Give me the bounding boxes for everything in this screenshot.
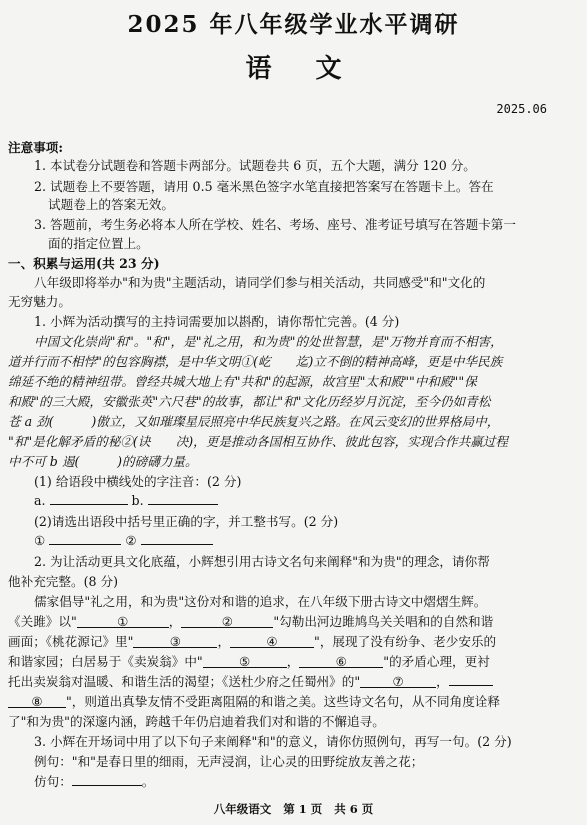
q2-text-2a: 《关雎》以": [8, 614, 77, 629]
label-b: b.: [131, 493, 144, 508]
q2-text-4c: "的矛盾心理，更衬: [383, 654, 490, 669]
label-c2: ②: [125, 533, 137, 548]
passage-line-2: 道并行而不相悖"的包容胸襟，是中华文明①(屹 迄)立不倒的精神高峰，更是中华民族: [8, 354, 503, 369]
label-c1: ①: [34, 533, 46, 548]
notice-item-1: 1. 本试卷分试题卷和答题卡两部分。试题卷共 6 页，五个大题，满分 120 分。: [34, 158, 476, 173]
q2-para-2: [8, 611, 493, 630]
q2-para-4: [8, 651, 490, 670]
answer-blank-2[interactable]: [141, 531, 213, 545]
q2-para-1: 儒家倡导"礼之用，和为贵"这份对和谐的追求，在八年级下册古诗文中熠熠生辉。: [34, 594, 487, 609]
poem-blank-7[interactable]: ⑦: [360, 674, 436, 688]
question-1-1: (1) 给语段中横线处的字注音：(2 分): [34, 474, 242, 489]
answer-blank-1[interactable]: [49, 531, 121, 545]
passage-line-4: 和殿"的三大殿，安徽张英"六尺巷"的故事，都让"和"文化历经岁月沉淀，至今仍如青松: [8, 394, 491, 409]
passage-line-1: 中国文化崇尚"和"。"和"，是"礼之用，和为贵"的处世智慧，是"万物并育而不相害，: [34, 334, 503, 349]
notice-item-2-cont: 试题卷上的答案无效。: [48, 197, 174, 212]
answer-blank-a[interactable]: [50, 491, 128, 505]
notice-item-3-cont: 面的指定位置上。: [48, 236, 149, 251]
question-2: 2. 为让活动更具文化底蕴，小辉想引用古诗文名句来阐释"和为贵"的理念，请你帮: [34, 554, 490, 569]
q3-example: 例句："和"是春日里的细雨，无声浸润，让心灵的田野绽放友善之花；: [34, 754, 424, 769]
label-a: a.: [34, 493, 46, 508]
section-intro-cont: 无穷魅力。: [8, 294, 71, 309]
q2-para-6: [8, 691, 500, 710]
answer-blank-b[interactable]: [148, 491, 218, 505]
poem-blank-5[interactable]: ⑤: [203, 654, 287, 668]
q2-text-5b: ，: [436, 674, 449, 689]
q2-text-6a: "，则道出真挚友情不受距离阻隔的和谐之美。这些诗文名句，从不同角度诠释: [66, 694, 500, 709]
exam-date: 2025.06: [496, 102, 547, 116]
q2-text-2c: "勾勒出河边雎鸠鸟关关唱和的自然和谐: [273, 614, 494, 629]
q3-period: 。: [141, 774, 155, 789]
q3-imitation-blank[interactable]: [72, 772, 142, 786]
question-1: 1. 小辉为活动撰写的主持词需要加以斟酌，请你帮忙完善。(4 分): [34, 314, 400, 329]
q2-text-3c: "，展现了没有纷争、老少安乐的: [314, 634, 497, 649]
notice-item-3: 3. 答题前，考生务必将本人所在学校、姓名、考场、座号、准考证号填写在答题卡第一: [34, 217, 516, 232]
question-2-cont: 他补充完整。(8 分): [8, 574, 118, 589]
notice-item-2: 2. 试题卷上不要答题，请用 0.5 毫米黑色签字水笔直接把答案写在答题卡上。答在: [34, 179, 494, 194]
q2-text-5a: 托出卖炭翁对温暖、和谐生活的渴望；《送杜少府之任蜀州》的": [8, 674, 361, 689]
q2-para-5: [8, 671, 493, 690]
exam-title: 2025 年八年级学业水平调研: [127, 11, 460, 38]
notice-heading: 注意事项:: [8, 140, 64, 155]
q2-text-3a: 画面；《桃花源记》里": [8, 634, 134, 649]
question-1-2: (2)请选出语段中括号里正确的字，并工整书写。(2 分): [34, 514, 339, 529]
answer-line-ab: [34, 491, 218, 508]
q2-para-3: [8, 631, 496, 650]
passage-line-5: 苍 a 劲( )傲立，又如璀璨星辰照亮中华民族复兴之路。在风云变幻的世界格局中，: [8, 414, 500, 429]
section-intro: 八年级即将举办"和为贵"主题活动，请同学们参与相关活动，共同感受"和"文化的: [34, 275, 486, 290]
q3-imitation: [34, 771, 154, 790]
q3-imitation-label: 仿句：: [34, 774, 72, 789]
poem-blank-7-cont[interactable]: [449, 672, 493, 686]
passage-line-3: 绵延不绝的精神纽带。曾经共城大地上有"共和"的起源，故宫里"太和殿""中和殿""保: [8, 374, 477, 389]
answer-line-12: [34, 531, 213, 548]
poem-blank-3[interactable]: ③: [133, 634, 217, 648]
passage-line-6: "和"是化解矛盾的秘②(诀 决)，更是推动各国相互协作、彼此包容，实现合作共赢过程: [8, 434, 508, 449]
question-3: 3. 小辉在开场词中用了以下句子来阐释"和"的意义，请你仿照例句，再写一句。(2 分): [34, 734, 512, 749]
footer-page: 第 1 页: [283, 802, 323, 816]
poem-blank-6[interactable]: ⑥: [299, 654, 383, 668]
q2-text-4a: 和谐家园；白居易于《卖炭翁》中": [8, 654, 203, 669]
subject-title: [0, 48, 587, 85]
q2-text-2b: ，: [168, 614, 182, 629]
q2-para-7: 了"和为贵"的深邃内涵，跨越千年仍启迪着我们对和谐的不懈追寻。: [8, 714, 385, 729]
poem-blank-8[interactable]: ⑧: [8, 694, 66, 708]
poem-blank-1[interactable]: ①: [77, 614, 169, 628]
passage-line-7: 中不可 b 遏( )的磅礴力量。: [8, 454, 198, 469]
poem-blank-2[interactable]: ②: [181, 614, 273, 628]
q2-text-4b: ，: [286, 654, 300, 669]
footer-subject: 八年级语文: [213, 802, 272, 816]
footer-total: 共 6 页: [334, 802, 374, 816]
q2-text-3b: ，: [217, 634, 231, 649]
subject-char-2: 文: [315, 54, 342, 84]
page-footer: [0, 801, 587, 817]
section-heading: 一、积累与运用(共 23 分): [8, 256, 160, 271]
subject-char-1: 语: [245, 54, 272, 84]
poem-blank-4[interactable]: ④: [230, 634, 314, 648]
